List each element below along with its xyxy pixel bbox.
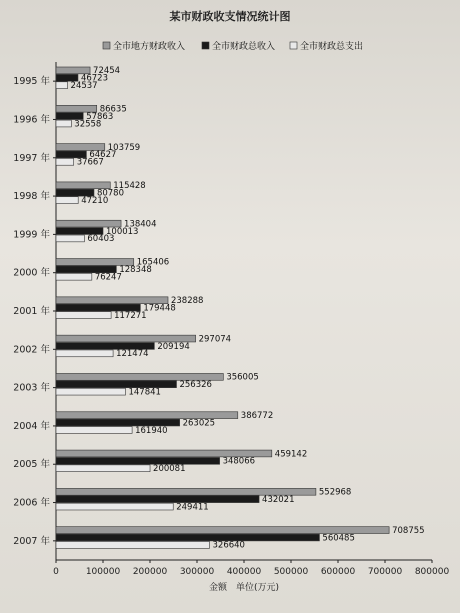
data-label: 356005 — [226, 372, 259, 383]
data-label: 552968 — [318, 487, 352, 498]
data-label: 179448 — [143, 303, 176, 314]
bar-series-2 — [56, 534, 319, 541]
data-label: 326640 — [212, 540, 245, 551]
bar-series-3 — [56, 235, 84, 242]
category-label: 2007 年 — [13, 535, 50, 547]
data-label: 297074 — [198, 334, 232, 345]
category-label: 2002 年 — [13, 344, 50, 356]
bar-series-3 — [56, 82, 68, 89]
data-label: 46723 — [80, 73, 109, 84]
x-tick-label: 100000 — [85, 567, 121, 577]
legend-swatch — [103, 42, 110, 49]
chart-title: 某市财政收支情况统计图 — [169, 10, 291, 23]
bar-series-3 — [56, 312, 111, 319]
category-label: 2006 年 — [13, 497, 50, 509]
data-label: 80780 — [96, 188, 125, 199]
bar-series-3 — [56, 503, 173, 510]
data-label: 348066 — [222, 456, 256, 467]
data-label: 121474 — [116, 349, 149, 360]
data-label: 86635 — [99, 104, 127, 115]
category-label: 2000 年 — [13, 267, 50, 279]
x-tick-label: 0 — [53, 567, 59, 577]
data-label: 560485 — [322, 533, 355, 544]
data-label: 708755 — [392, 525, 425, 536]
x-tick-label: 200000 — [132, 567, 168, 577]
data-label: 115428 — [113, 181, 146, 192]
category-label: 1996 年 — [13, 114, 50, 126]
data-label: 103759 — [107, 142, 141, 153]
data-label: 37667 — [76, 157, 104, 168]
legend-label: 全市地方财政收入 — [113, 42, 186, 52]
bar-series-3 — [56, 197, 78, 204]
x-tick-label: 600000 — [320, 567, 356, 577]
data-label: 249411 — [176, 502, 209, 513]
category-label: 2005 年 — [13, 459, 50, 471]
x-tick-label: 700000 — [367, 567, 403, 577]
data-label: 459142 — [274, 449, 308, 460]
data-label: 147841 — [128, 387, 161, 398]
data-label: 76247 — [94, 272, 122, 283]
legend-swatch — [290, 42, 297, 49]
bar-series-2 — [56, 496, 259, 503]
bar-series-3 — [56, 350, 113, 357]
data-label: 256326 — [179, 380, 212, 391]
data-label: 209194 — [157, 341, 190, 352]
x-tick-label: 300000 — [179, 567, 215, 577]
data-label: 117271 — [114, 310, 147, 321]
data-label: 57863 — [86, 111, 114, 122]
x-tick-label: 800000 — [414, 567, 450, 577]
x-tick-label: 500000 — [273, 567, 309, 577]
bar-series-3 — [56, 388, 125, 395]
legend-label: 全市财政总支出 — [300, 42, 364, 52]
legend-label: 全市财政总收入 — [212, 42, 276, 52]
bar-series-2 — [56, 457, 220, 464]
data-label: 32558 — [74, 119, 102, 130]
bar-series-3 — [56, 273, 92, 280]
category-label: 2004 年 — [13, 420, 50, 432]
data-label: 238288 — [170, 296, 204, 307]
data-label: 72454 — [93, 66, 121, 77]
bar-series-3 — [56, 541, 210, 548]
x-tick-label: 400000 — [226, 567, 262, 577]
bar-series-3 — [56, 427, 132, 434]
bar-series-3 — [56, 465, 150, 472]
x-axis-label: 金额 单位(万元) — [208, 583, 280, 593]
data-label: 128348 — [119, 265, 152, 276]
data-label: 161940 — [135, 425, 168, 436]
data-label: 64627 — [89, 150, 117, 161]
category-label: 2003 年 — [13, 382, 50, 394]
legend-swatch — [202, 42, 209, 49]
category-label: 1997 年 — [13, 152, 50, 164]
category-label: 1999 年 — [13, 229, 50, 241]
data-label: 60403 — [87, 234, 115, 245]
data-label: 165406 — [136, 257, 170, 268]
data-label: 100013 — [106, 226, 139, 237]
data-label: 200081 — [153, 464, 186, 475]
data-label: 386772 — [240, 410, 274, 421]
data-label: 432021 — [262, 494, 295, 505]
data-label: 24537 — [70, 81, 98, 91]
category-label: 1995 年 — [13, 76, 50, 88]
data-label: 47210 — [81, 195, 109, 206]
data-label: 138404 — [124, 219, 157, 230]
category-label: 2001 年 — [13, 306, 50, 317]
bar-series-3 — [56, 120, 71, 127]
category-label: 1998 年 — [13, 191, 50, 203]
data-label: 263025 — [182, 418, 216, 429]
bar-series-3 — [56, 158, 74, 165]
